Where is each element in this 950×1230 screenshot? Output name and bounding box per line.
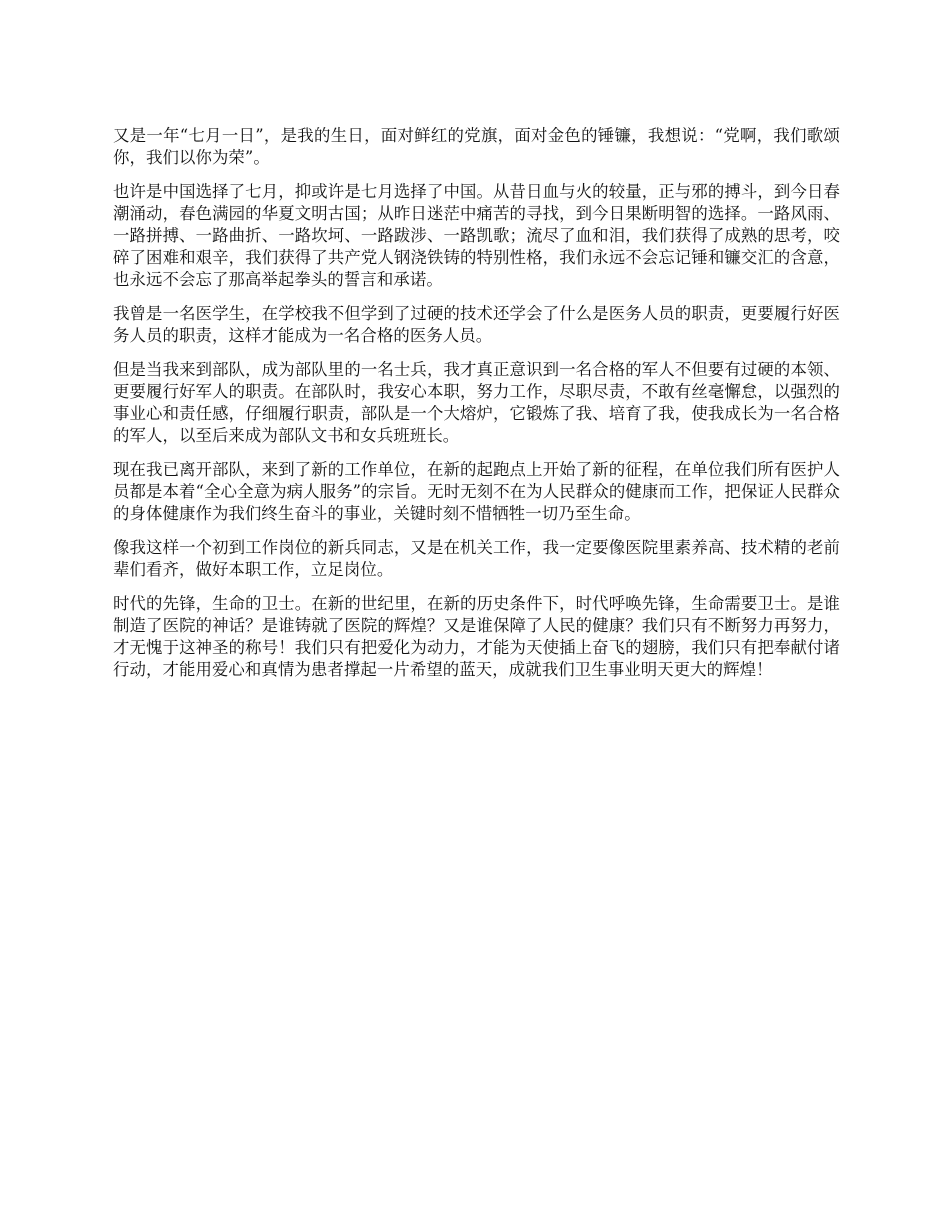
paragraph: 现在我已离开部队，来到了新的工作单位，在新的起跑点上开始了新的征程，在单位我们所有医护人员都是本着“全心全意为病人服务”的宗旨。无时无刻不在为人民群众的健康而工作，把保证人民群众的身体健康作为我们终生奋斗的事业，关键时刻不惜牺牲一切乃至生命。 — [113, 460, 840, 523]
paragraph: 时代的先锋，生命的卫士。在新的世纪里，在新的历史条件下，时代呼唤先锋，生命需要卫士。是谁制造了医院的神话？是谁铸就了医院的辉煌？又是谁保障了人民的健康？我们只有不断努力再努力，才无愧于这神圣的称号！我们只有把爱化为动力，才能为天使插上奋飞的翅膀，我们只有把奉献付诸行动，才能用爱心和真情为患者撑起一片希望的蓝天，成就我们卫生事业明天更大的辉煌！ — [113, 594, 840, 679]
paragraph: 也许是中国选择了七月，抑或许是七月选择了中国。从昔日血与火的较量，正与邪的搏斗，到今日春潮涌动，春色满园的华夏文明古国；从昨日迷茫中痛苦的寻找，到今日果断明智的选择。一路风雨、一路拼搏、一路曲折、一路坎坷、一路跋涉、一路凯歌；流尽了血和泪，我们获得了成熟的思考，咬碎了困难和艰辛，我们获得了共产党人钢浇铁铸的特别性格，我们永远不会忘记锤和镰交汇的含意，也永远不会忘了那高举起拳头的誓言和承诺。 — [113, 182, 840, 289]
paragraph: 像我这样一个初到工作岗位的新兵同志，又是在机关工作，我一定要像医院里素养高、技术精的老前辈们看齐，做好本职工作，立足岗位。 — [113, 538, 840, 579]
paragraph: 又是一年“七月一日”，是我的生日，面对鲜红的党旗，面对金色的锤镰，我想说：“党啊，我们歌颂你，我们以你为荣”。 — [113, 126, 840, 167]
paragraph: 但是当我来到部队，成为部队里的一名士兵，我才真正意识到一名合格的军人不但要有过硬的本领、更要履行好军人的职责。在部队时，我安心本职，努力工作，尽职尽责，不敢有丝毫懈怠，以强烈的事业心和责任感，仔细履行职责，部队是一个大熔炉，它锻炼了我、培育了我，使我成长为一名合格的军人，以至后来成为部队文书和女兵班班长。 — [113, 360, 840, 445]
document-body — [113, 125, 840, 693]
paragraph: 我曾是一名医学生，在学校我不但学到了过硬的技术还学会了什么是医务人员的职责，更要履行好医务人员的职责，这样才能成为一名合格的医务人员。 — [113, 304, 840, 345]
